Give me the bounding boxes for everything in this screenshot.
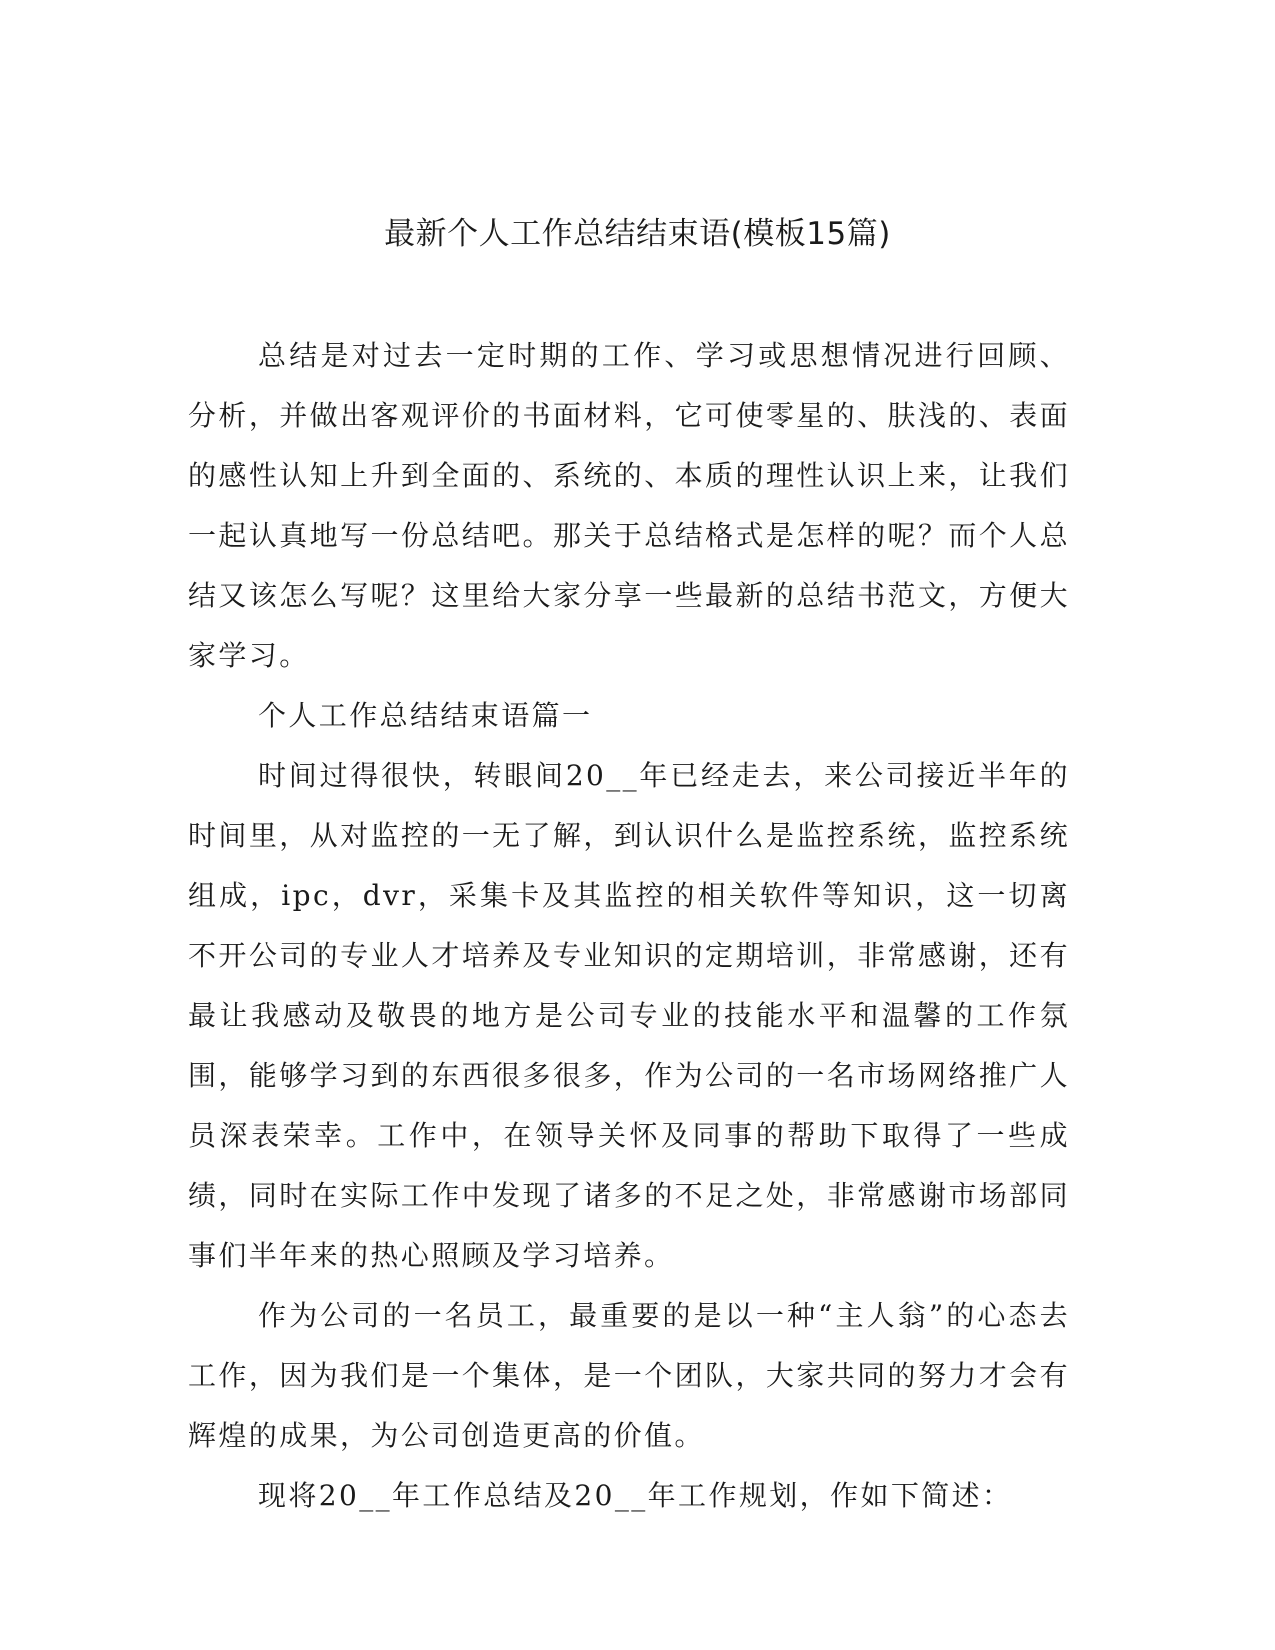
paragraph-summary-lead: 现将20__年工作总结及20__年工作规划，作如下简述： <box>258 1479 1013 1512</box>
paragraph-intro: 总结是对过去一定时期的工作、学习或思想情况进行回顾、分析，并做出客观评价的书面材料，它可使零星的、肤浅的、表面的感性认知上升到全面的、系统的、本质的理性认识上来，让我们一起认真地写一份总结吧。那关于总结格式是怎样的呢？而个人总结又该怎么写呢？这里给大家分享一些最新的总结书范文，方便大家学习。 <box>188 339 1070 672</box>
document-title: 最新个人工作总结结束语(模板15篇) <box>384 216 891 252</box>
document-body <box>188 326 1070 1526</box>
paragraph-attitude: 作为公司的一名员工，最重要的是以一种“主人翁”的心态去工作，因为我们是一个集体，是一个团队，大家共同的努力才会有辉煌的成果，为公司创造更高的价值。 <box>188 1299 1070 1452</box>
paragraph-experience: 时间过得很快，转眼间20__年已经走去，来公司接近半年的时间里，从对监控的一无了解，到认识什么是监控系统，监控系统组成，ipc，dvr，采集卡及其监控的相关软件等知识，这一切离不开公司的专业人才培养及专业知识的定期培训，非常感谢，还有最让我感动及敬畏的地方是公司专业的技能水平和温馨的工作氛围，能够学习到的东西很多很多，作为公司的一名市场网络推广人员深表荣幸。工作中，在领导关怀及同事的帮助下取得了一些成绩，同时在实际工作中发现了诸多的不足之处，非常感谢市场部同事们半年来的热心照顾及学习培养。 <box>188 759 1070 1272</box>
section-heading: 个人工作总结结束语篇一 <box>258 699 593 732</box>
